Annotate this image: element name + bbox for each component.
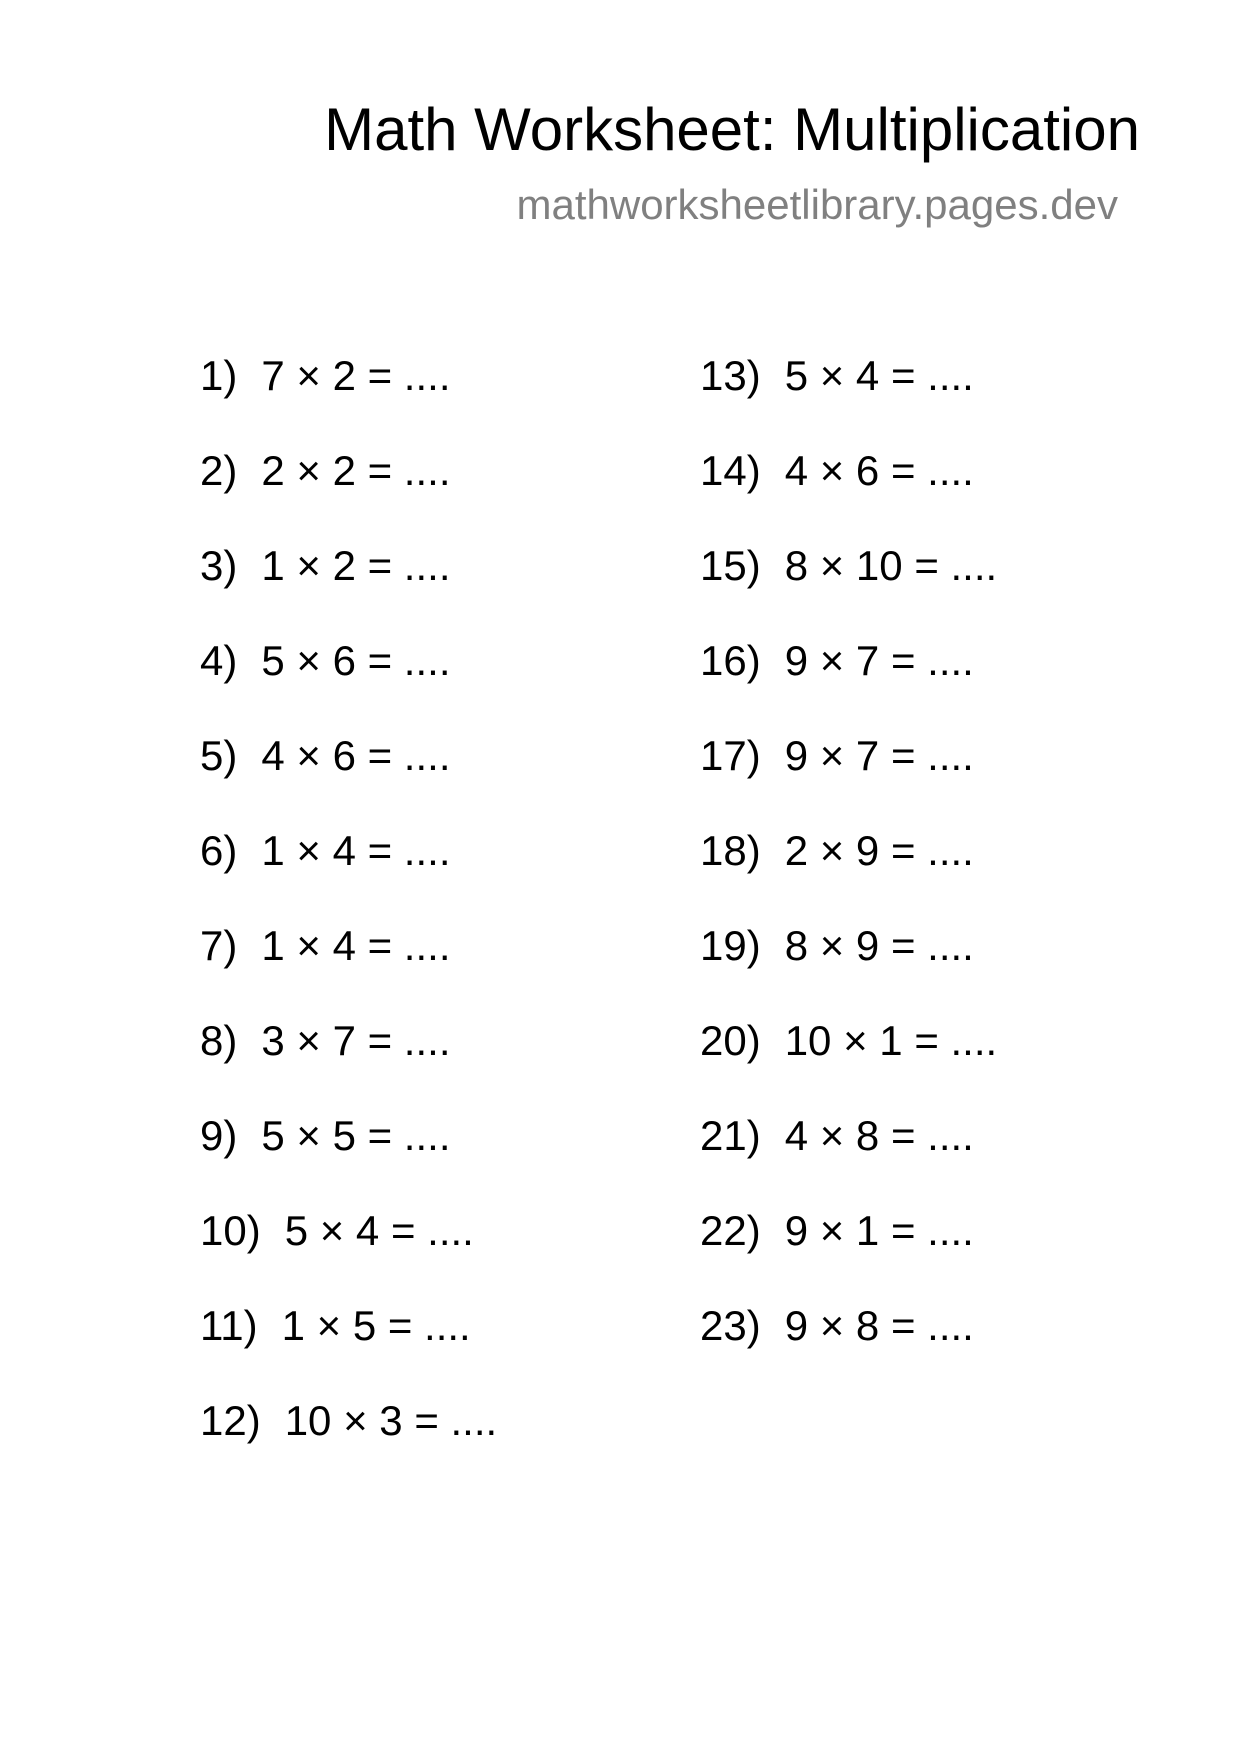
problem-number: 21) [700,1112,761,1159]
problem-number: 9) [200,1112,238,1159]
problem-expression: 1 × 4 = .... [261,827,451,874]
problem-item [700,447,997,545]
problem-number: 12) [200,1397,261,1444]
problem-item [200,827,497,925]
problem-number: 22) [700,1207,761,1254]
problem-item [700,352,997,450]
problem-item [700,542,998,640]
problem-number: 20) [700,1017,761,1064]
problem-item [700,732,997,830]
problem-expression: 7 × 2 = .... [261,352,451,399]
problem-expression: 2 × 9 = .... [784,827,974,874]
problem-item [200,1302,497,1400]
problem-number: 2) [200,447,238,494]
problem-expression: 10 × 3 = .... [284,1397,498,1444]
problem-expression: 4 × 6 = .... [784,447,974,494]
problem-number: 3) [200,542,238,589]
problem-expression: 1 × 4 = .... [261,922,451,969]
problem-column-right [700,352,998,1400]
problem-expression: 1 × 5 = .... [281,1302,471,1349]
problem-column-left [200,352,498,1495]
problem-item [200,922,497,1020]
problem-number: 10) [200,1207,261,1254]
problem-item [700,637,997,735]
problem-expression: 1 × 2 = .... [261,542,451,589]
problem-expression: 3 × 7 = .... [261,1017,451,1064]
problem-number: 11) [200,1302,258,1349]
problem-item [200,1207,497,1305]
problem-expression: 4 × 8 = .... [784,1112,974,1159]
website-url: mathworksheetlibrary.pages.dev [516,181,1118,228]
problem-number: 6) [200,827,238,874]
problem-expression: 8 × 9 = .... [784,922,974,969]
problem-expression: 5 × 4 = .... [784,352,974,399]
problem-number: 17) [700,732,761,779]
problem-item [700,922,997,1020]
problem-number: 5) [200,732,238,779]
problem-expression: 2 × 2 = .... [261,447,451,494]
problem-number: 18) [700,827,761,874]
problem-item [200,1112,497,1210]
problem-number: 14) [700,447,761,494]
problem-item [700,1302,997,1400]
problem-expression: 9 × 7 = .... [784,732,974,779]
problem-item [200,1397,498,1495]
problem-number: 1) [200,352,238,399]
problem-item [200,732,497,830]
problem-expression: 10 × 1 = .... [784,1017,998,1064]
problem-item [700,1017,998,1115]
problem-number: 15) [700,542,761,589]
problem-item [200,542,497,640]
problem-expression: 9 × 8 = .... [784,1302,974,1349]
problem-expression: 4 × 6 = .... [261,732,451,779]
problem-number: 23) [700,1302,761,1349]
problem-item [700,827,997,925]
problem-expression: 8 × 10 = .... [784,542,998,589]
problem-expression: 9 × 1 = .... [784,1207,974,1254]
problem-expression: 9 × 7 = .... [784,637,974,684]
problem-expression: 5 × 6 = .... [261,637,451,684]
problem-item [200,352,497,450]
problem-number: 8) [200,1017,238,1064]
problem-item [200,637,497,735]
problem-item [200,447,497,545]
problem-item [700,1207,997,1305]
problem-number: 4) [200,637,238,684]
problem-number: 7) [200,922,238,969]
problem-item [200,1017,497,1115]
worksheet-title: Math Worksheet: Multiplication [324,96,1140,163]
problem-number: 13) [700,352,761,399]
problem-expression: 5 × 4 = .... [284,1207,474,1254]
problem-expression: 5 × 5 = .... [261,1112,451,1159]
problem-number: 16) [700,637,761,684]
problem-item [700,1112,997,1210]
problem-number: 19) [700,922,761,969]
